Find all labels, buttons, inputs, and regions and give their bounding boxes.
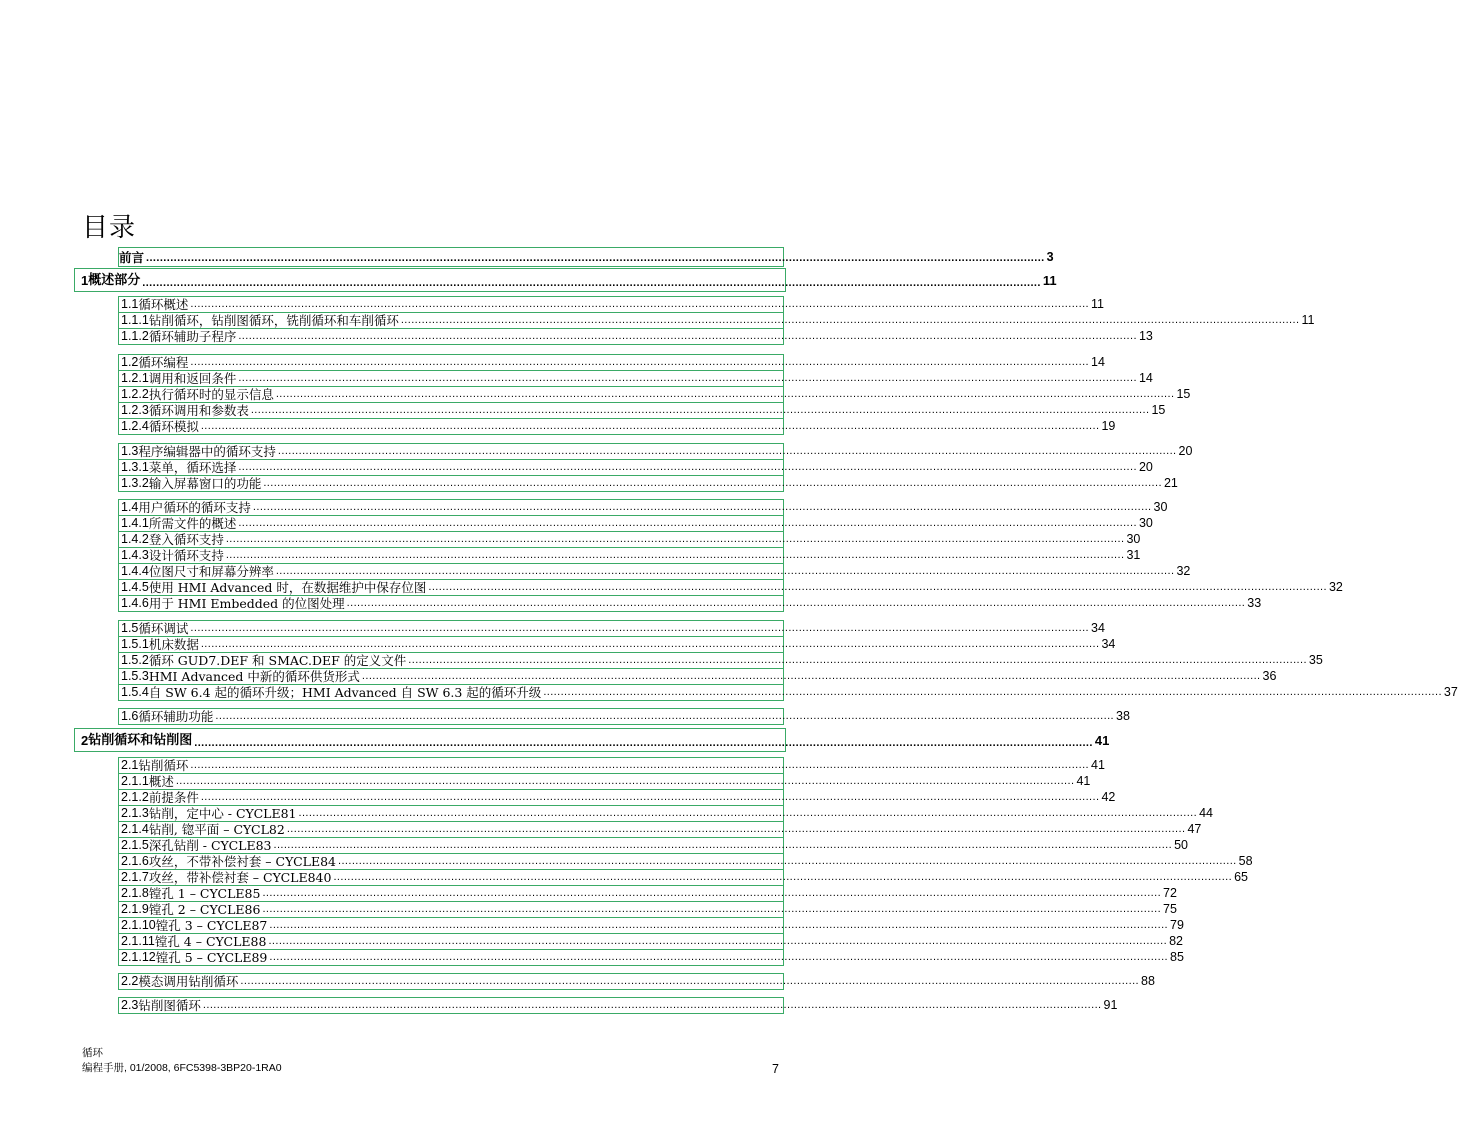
toc-section-2-1-11[interactable] bbox=[118, 933, 1183, 950]
toc-entry-page: 21 bbox=[1163, 476, 1178, 490]
toc-entry-text: 菜单，循环选择 bbox=[148, 460, 237, 475]
toc-entry-number: 1.2.1 bbox=[121, 371, 149, 385]
toc-section-1-4-3[interactable] bbox=[118, 547, 1141, 564]
toc-section-2-2[interactable] bbox=[118, 973, 1155, 990]
toc-entry-number: 1.5.2 bbox=[121, 653, 149, 667]
toc-entry-page: 33 bbox=[1247, 596, 1262, 610]
dot-leader: .................................................................................................................................................................................................................................................................... bbox=[263, 477, 1162, 489]
toc-entry-page: 44 bbox=[1199, 806, 1213, 820]
dot-leader: .................................................................................................................................................................................................................................................................... bbox=[361, 670, 1261, 682]
toc-entry-page: 30 bbox=[1153, 500, 1168, 514]
toc-section-1-2-3[interactable] bbox=[118, 402, 1166, 419]
dot-leader: .................................................................................................................................................................................................................................................................... bbox=[262, 887, 1162, 899]
dot-leader: .................................................................................................................................................................................................................................................................... bbox=[225, 533, 1125, 545]
dot-leader: .................................................................................................................................................................................................................................................................... bbox=[238, 461, 1137, 473]
dot-leader: .................................................................................................................................................................................................................................................................... bbox=[275, 565, 1175, 577]
dot-leader: .................................................................................................................................................................................................................................................................... bbox=[200, 420, 1100, 432]
dot-leader: .................................................................................................................................................................................................................................................................... bbox=[277, 445, 1177, 457]
toc-entry-page: 79 bbox=[1170, 918, 1184, 932]
toc-entry-text: 循环辅助子程序 bbox=[148, 329, 237, 344]
dot-leader: .................................................................................................................................................................................................................................................................... bbox=[215, 710, 1115, 722]
toc-section-2-1-1[interactable] bbox=[118, 773, 1091, 790]
toc-entry-number: 2.2 bbox=[121, 974, 139, 988]
toc-entry-number: 1.6 bbox=[121, 709, 139, 723]
toc-entry-number: 2.3 bbox=[121, 998, 139, 1012]
toc-entry-number: 1.1.2 bbox=[121, 329, 149, 343]
toc-entry-page: 88 bbox=[1141, 974, 1155, 988]
toc-entry-text: 前言 bbox=[119, 249, 145, 265]
dot-leader: .................................................................................................................................................................................................................................................................... bbox=[400, 314, 1300, 326]
dot-leader: .................................................................................................................................................................................................................................................................... bbox=[194, 737, 1093, 749]
toc-section-1-3-2[interactable] bbox=[118, 475, 1178, 492]
toc-entry-text: 位图尺寸和屏幕分辨率 bbox=[148, 564, 274, 579]
toc-entry-number: 2.1.1 bbox=[121, 774, 149, 788]
toc-entry-number: 1 bbox=[81, 272, 89, 288]
toc-entry-text: 登入循环支持 bbox=[148, 532, 224, 547]
dot-leader: .................................................................................................................................................................................................................................................................... bbox=[142, 277, 1041, 289]
toc-entry-number: 1.2.2 bbox=[121, 387, 149, 401]
toc-entry-number: 1.3 bbox=[121, 444, 139, 458]
toc-entry-number: 1.1.1 bbox=[121, 313, 149, 327]
dot-leader: .................................................................................................................................................................................................................................................................... bbox=[269, 951, 1168, 963]
toc-entry-text: 模态调用钻削循环 bbox=[138, 974, 239, 989]
toc-entry-text: 设计循环支持 bbox=[148, 548, 224, 563]
toc-section-2-1-7[interactable] bbox=[118, 869, 1248, 886]
toc-section-1-3[interactable] bbox=[118, 443, 1193, 460]
toc-entry-text: 镗孔 1 – CYCLE85 bbox=[148, 886, 261, 901]
toc-entry-text: 镗孔 4 – CYCLE88 bbox=[154, 934, 267, 949]
toc-entry-number: 2.1.12 bbox=[121, 950, 156, 964]
toc-entry-number: 1.1 bbox=[121, 297, 139, 311]
dot-leader: .................................................................................................................................................................................................................................................................... bbox=[238, 330, 1137, 342]
toc-entry-page: 42 bbox=[1101, 790, 1116, 804]
toc-entry-page: 31 bbox=[1126, 548, 1141, 562]
toc-entry-text: 钻削，定中心 - CYCLE81 bbox=[148, 806, 297, 821]
toc-entry-number: 1.4.3 bbox=[121, 548, 149, 562]
toc-entry-number: 1.3.1 bbox=[121, 460, 149, 474]
dot-leader: .................................................................................................................................................................................................................................................................... bbox=[250, 404, 1150, 416]
toc-entry-page: 58 bbox=[1238, 854, 1253, 868]
toc-section-1-5-1[interactable] bbox=[118, 636, 1116, 653]
toc-entry-page: 41 bbox=[1076, 774, 1091, 788]
toc-entry-page: 75 bbox=[1163, 902, 1177, 916]
toc-section-2-1-2[interactable] bbox=[118, 789, 1116, 806]
toc-entry-number: 1.4.6 bbox=[121, 596, 149, 610]
toc-entry-text: 调用和返回条件 bbox=[148, 371, 237, 386]
dot-leader: .................................................................................................................................................................................................................................................................... bbox=[268, 935, 1168, 947]
toc-entry-text: 使用 HMI Advanced 时，在数据维护中保存位图 bbox=[148, 580, 427, 595]
toc-section-2-1-5[interactable] bbox=[118, 837, 1188, 854]
toc-entry-text: 镗孔 3 – CYCLE87 bbox=[155, 918, 268, 933]
toc-entry-number: 2.1.3 bbox=[121, 806, 149, 820]
toc-section-1-4-5[interactable] bbox=[118, 579, 1343, 596]
toc-entry-number: 2.1.5 bbox=[121, 838, 149, 852]
toc-chapter-1[interactable] bbox=[74, 268, 1057, 292]
toc-entry-text: 所需文件的概述 bbox=[148, 516, 237, 531]
toc-entry-text: 镗孔 5 – CYCLE89 bbox=[155, 950, 268, 965]
toc-entry-text: 循环辅助功能 bbox=[138, 709, 214, 724]
toc-entry-number: 1.5.3 bbox=[121, 669, 149, 683]
footer-doc-info: 编程手册, 01/2008, 6FC5398-3BP20-1RA0 bbox=[82, 1062, 282, 1074]
dot-leader: .................................................................................................................................................................................................................................................................... bbox=[252, 501, 1152, 513]
dot-leader: .................................................................................................................................................................................................................................................................... bbox=[428, 581, 1327, 593]
dot-leader: .................................................................................................................................................................................................................................................................... bbox=[262, 903, 1162, 915]
dot-leader: .................................................................................................................................................................................................................................................................... bbox=[333, 871, 1233, 883]
toc-entry-number: 1.2.4 bbox=[121, 419, 149, 433]
toc-entry-number: 2.1.8 bbox=[121, 886, 149, 900]
toc-section-1-2[interactable] bbox=[118, 354, 1105, 371]
toc-entry-text: 攻丝，带补偿衬套 – CYCLE840 bbox=[148, 870, 332, 885]
toc-entry-number: 1.4.1 bbox=[121, 516, 149, 530]
toc-entry-text: 钻削循环，钻削图循环，铣削循环和车削循环 bbox=[148, 313, 399, 328]
toc-entry-page: 34 bbox=[1091, 621, 1105, 635]
dot-leader: .................................................................................................................................................................................................................................................................... bbox=[225, 549, 1125, 561]
toc-entry-number: 1.5.1 bbox=[121, 637, 149, 651]
toc-entry-number: 1.4 bbox=[121, 500, 139, 514]
toc-section-2-1-10[interactable] bbox=[118, 917, 1184, 934]
toc-section-1-1[interactable] bbox=[118, 296, 1104, 313]
footer bbox=[82, 1046, 282, 1076]
dot-leader: .................................................................................................................................................................................................................................................................... bbox=[175, 775, 1075, 787]
toc-section-1-4-6[interactable] bbox=[118, 595, 1262, 612]
toc-entry-text: 用户循环的循环支持 bbox=[138, 500, 251, 515]
toc-entry-page: 3 bbox=[1046, 249, 1054, 264]
toc-entry-page: 47 bbox=[1187, 822, 1202, 836]
toc-entry-page: 32 bbox=[1328, 580, 1343, 594]
dot-leader: .................................................................................................................................................................................................................................................................... bbox=[240, 975, 1140, 987]
dot-leader: .................................................................................................................................................................................................................................................................... bbox=[146, 252, 1045, 264]
toc-entry-text: 镗孔 2 – CYCLE86 bbox=[148, 902, 261, 917]
toc-entry-page: 41 bbox=[1094, 732, 1110, 748]
page-title: 目录 bbox=[82, 213, 137, 243]
toc-entry-page: 85 bbox=[1170, 950, 1184, 964]
toc-entry-number: 2.1.9 bbox=[121, 902, 149, 916]
toc-entry-number: 1.3.2 bbox=[121, 476, 149, 490]
toc-entry-page: 14 bbox=[1138, 371, 1153, 385]
toc-entry-page: 82 bbox=[1169, 934, 1183, 948]
dot-leader: .................................................................................................................................................................................................................................................................... bbox=[286, 823, 1186, 835]
dot-leader: .................................................................................................................................................................................................................................................................... bbox=[298, 807, 1198, 819]
toc-entry-page: 65 bbox=[1234, 870, 1248, 884]
toc-entry-number: 1.4.4 bbox=[121, 564, 149, 578]
dot-leader: .................................................................................................................................................................................................................................................................... bbox=[408, 654, 1307, 666]
toc-section-1-6[interactable] bbox=[118, 708, 1130, 725]
toc-entry-text: 程序编辑器中的循环支持 bbox=[138, 444, 276, 459]
toc-entry-page: 91 bbox=[1103, 998, 1118, 1012]
toc-section-1-4-4[interactable] bbox=[118, 563, 1191, 580]
dot-leader: .................................................................................................................................................................................................................................................................... bbox=[200, 791, 1100, 803]
toc-entry-page: 13 bbox=[1138, 329, 1153, 343]
toc-entry-text: 循环调试 bbox=[138, 621, 189, 636]
toc-entry-text: 循环调用和参数表 bbox=[148, 403, 249, 418]
dot-leader: .................................................................................................................................................................................................................................................................... bbox=[190, 622, 1090, 634]
toc-entry-page: 41 bbox=[1091, 758, 1105, 772]
toc-entry-text: 钻削图循环 bbox=[138, 998, 201, 1013]
toc-section-2-1-8[interactable] bbox=[118, 885, 1177, 902]
dot-leader: .................................................................................................................................................................................................................................................................... bbox=[346, 597, 1246, 609]
toc-section-2-1[interactable] bbox=[118, 757, 1105, 774]
toc-entry-number: 2.1 bbox=[121, 758, 139, 772]
toc-section-2-1-3[interactable] bbox=[118, 805, 1213, 822]
toc-entry-preface[interactable] bbox=[118, 247, 1054, 267]
toc-entry-text: 概述 bbox=[148, 774, 174, 789]
toc-entry-text: HMI Advanced 中新的循环供货形式 bbox=[148, 669, 360, 684]
toc-entry-number: 1.2 bbox=[121, 355, 139, 369]
toc-section-2-3[interactable] bbox=[118, 997, 1118, 1014]
toc-entry-number: 2.1.10 bbox=[121, 918, 156, 932]
toc-entry-number: 2.1.4 bbox=[121, 822, 149, 836]
dot-leader: .................................................................................................................................................................................................................................................................... bbox=[338, 855, 1237, 867]
dot-leader: .................................................................................................................................................................................................................................................................... bbox=[273, 839, 1173, 851]
toc-section-1-3-1[interactable] bbox=[118, 459, 1153, 476]
toc-section-2-1-4[interactable] bbox=[118, 821, 1202, 838]
toc-entry-text: 钻削, 锪平面 – CYCL82 bbox=[148, 822, 285, 837]
toc-section-1-4-2[interactable] bbox=[118, 531, 1141, 548]
toc-entry-number: 1.5.4 bbox=[121, 685, 149, 699]
toc-entry-text: 攻丝，不带补偿衬套 – CYCLE84 bbox=[148, 854, 337, 869]
dot-leader: .................................................................................................................................................................................................................................................................... bbox=[190, 356, 1090, 368]
toc-section-1-4-1[interactable] bbox=[118, 515, 1153, 532]
toc-entry-page: 19 bbox=[1101, 419, 1116, 433]
toc-section-1-1-2[interactable] bbox=[118, 328, 1153, 345]
dot-leader: .................................................................................................................................................................................................................................................................... bbox=[238, 517, 1137, 529]
toc-entry-page: 15 bbox=[1176, 387, 1191, 401]
toc-entry-page: 37 bbox=[1443, 685, 1458, 699]
toc-section-1-2-4[interactable] bbox=[118, 418, 1116, 435]
toc-section-1-1-1[interactable] bbox=[118, 312, 1315, 329]
dot-leader: .................................................................................................................................................................................................................................................................... bbox=[202, 999, 1102, 1011]
toc-entry-page: 72 bbox=[1163, 886, 1177, 900]
toc-section-1-4[interactable] bbox=[118, 499, 1168, 516]
toc-entry-text: 循环概述 bbox=[138, 297, 189, 312]
toc-entry-text: 循环模拟 bbox=[148, 419, 199, 434]
toc-section-1-2-1[interactable] bbox=[118, 370, 1153, 387]
toc-entry-page: 50 bbox=[1174, 838, 1188, 852]
toc-entry-number: 1.2.3 bbox=[121, 403, 149, 417]
toc-entry-page: 30 bbox=[1138, 516, 1153, 530]
toc-entry-page: 20 bbox=[1178, 444, 1193, 458]
toc-entry-number: 1.4.5 bbox=[121, 580, 149, 594]
dot-leader: .................................................................................................................................................................................................................................................................... bbox=[190, 298, 1090, 310]
toc-entry-number: 2.1.7 bbox=[121, 870, 149, 884]
toc-entry-text: 自 SW 6.4 起的循环升级；HMI Advanced 自 SW 6.3 起的循环升级 bbox=[148, 685, 542, 700]
toc-entry-text: 钻削循环 bbox=[138, 758, 189, 773]
toc-section-2-1-9[interactable] bbox=[118, 901, 1177, 918]
toc-entry-text: 深孔钻削 - CYCLE83 bbox=[148, 838, 272, 853]
toc-entry-text: 钻削循环和钻削图 bbox=[88, 732, 193, 748]
toc-entry-number: 2.1.11 bbox=[121, 934, 155, 948]
toc-entry-page: 20 bbox=[1138, 460, 1153, 474]
toc-entry-page: 15 bbox=[1151, 403, 1166, 417]
page-number: 7 bbox=[772, 1062, 779, 1076]
dot-leader: .................................................................................................................................................................................................................................................................... bbox=[190, 759, 1090, 771]
toc-chapter-2[interactable] bbox=[74, 728, 1110, 752]
toc-entry-number: 2.1.6 bbox=[121, 854, 149, 868]
toc-entry-text: 用于 HMI Embedded 的位图处理 bbox=[148, 596, 345, 611]
toc-entry-page: 14 bbox=[1091, 355, 1105, 369]
toc-section-1-5[interactable] bbox=[118, 620, 1105, 637]
toc-entry-text: 循环编程 bbox=[138, 355, 189, 370]
toc-entry-number: 2.1.2 bbox=[121, 790, 149, 804]
toc-entry-page: 32 bbox=[1176, 564, 1191, 578]
toc-entry-page: 30 bbox=[1126, 532, 1141, 546]
toc-section-1-5-3[interactable] bbox=[118, 668, 1277, 685]
toc-entry-text: 前提条件 bbox=[148, 790, 199, 805]
toc-entry-page: 34 bbox=[1101, 637, 1116, 651]
toc-entry-page: 38 bbox=[1116, 709, 1130, 723]
toc-entry-text: 概述部分 bbox=[88, 272, 141, 288]
toc-section-1-5-2[interactable] bbox=[118, 652, 1323, 669]
dot-leader: .................................................................................................................................................................................................................................................................... bbox=[200, 638, 1100, 650]
toc-entry-number: 1.4.2 bbox=[121, 532, 149, 546]
toc-section-2-1-6[interactable] bbox=[118, 853, 1253, 870]
toc-entry-number: 2 bbox=[81, 732, 89, 748]
toc-entry-page: 11 bbox=[1042, 272, 1057, 288]
toc-entry-number: 1.5 bbox=[121, 621, 139, 635]
toc-entry-text: 输入屏幕窗口的功能 bbox=[148, 476, 262, 491]
dot-leader: .................................................................................................................................................................................................................................................................... bbox=[543, 686, 1442, 698]
dot-leader: .................................................................................................................................................................................................................................................................... bbox=[269, 919, 1168, 931]
toc-entry-page: 11 bbox=[1301, 313, 1315, 327]
toc-entry-page: 36 bbox=[1262, 669, 1277, 683]
toc-entry-page: 35 bbox=[1308, 653, 1323, 667]
toc-entry-text: 循环 GUD7.DEF 和 SMAC.DEF 的定义文件 bbox=[148, 653, 407, 668]
toc-section-2-1-12[interactable] bbox=[118, 949, 1184, 966]
dot-leader: .................................................................................................................................................................................................................................................................... bbox=[275, 388, 1175, 400]
footer-doc-title: 循环 bbox=[82, 1047, 103, 1059]
toc-section-1-2-2[interactable] bbox=[118, 386, 1191, 403]
dot-leader: .................................................................................................................................................................................................................................................................... bbox=[238, 372, 1137, 384]
toc-entry-page: 11 bbox=[1091, 297, 1104, 311]
toc-entry-text: 机床数据 bbox=[148, 637, 199, 652]
toc-entry-text: 执行循环时的显示信息 bbox=[148, 387, 274, 402]
toc-section-1-5-4[interactable] bbox=[118, 684, 1458, 701]
